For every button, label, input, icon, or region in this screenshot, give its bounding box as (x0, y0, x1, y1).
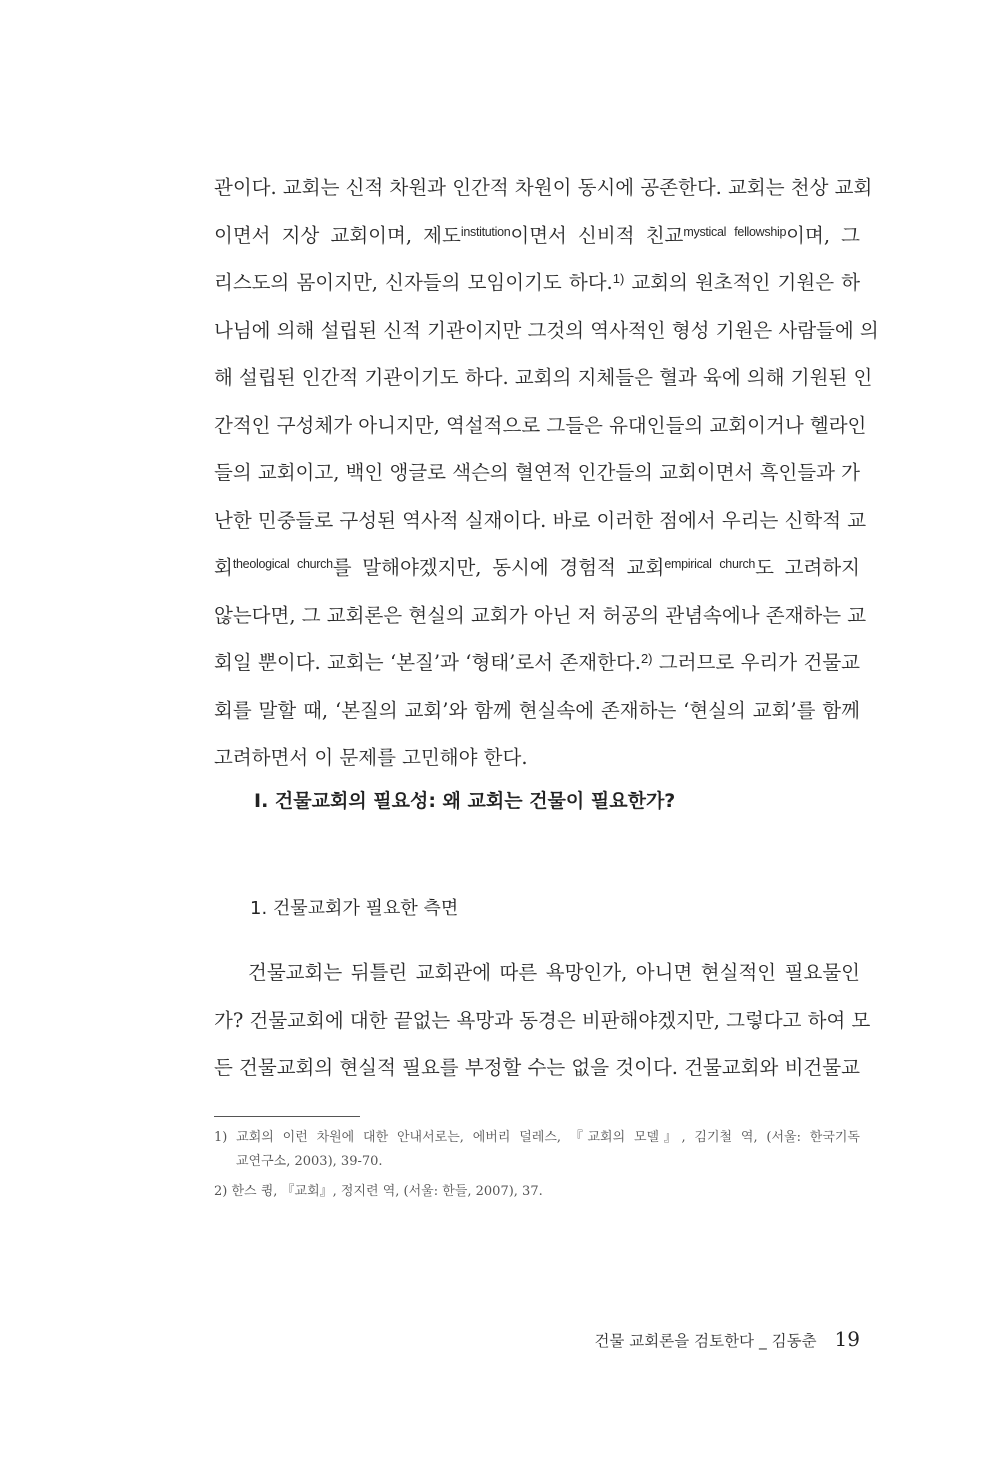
text-run: 회 (214, 556, 233, 579)
body-paragraph-bottom (214, 949, 871, 1092)
text-run: 고려하면서 이 문제를 고민해야 한다. (214, 746, 528, 769)
text-run: 건물교회는 뒤틀린 교회관에 따른 욕망인가, 아니면 현실적인 필요물인 (214, 961, 860, 984)
footnote-1-line-2: 교연구소, 2003), 39-70. (236, 1154, 383, 1169)
footnotes (214, 1126, 860, 1204)
body-top-line (214, 449, 860, 497)
footnote-2: 2) 한스 큉, 『교회』, 정지련 역, (서울: 한들, 2007), 37. (214, 1184, 543, 1199)
text-run: 이며, 그 (786, 223, 860, 247)
footnote-marker: 1) (612, 271, 625, 286)
body-paragraph-top (214, 164, 879, 782)
body-bottom-line (214, 949, 860, 997)
footnote-divider (214, 1116, 360, 1117)
text-run: 가? 건물교회에 대한 끝없는 욕망과 동경은 비판해야겠지만, 그렇다고 하여 모 (214, 1008, 871, 1032)
text-run: 회일 뿐이다. 교회는 ‘본질’과 ‘형태’로서 존재한다. (214, 651, 641, 674)
text-run: 관이다. 교회는 신적 차원과 인간적 차원이 동시에 공존한다. 교회는 천상 교회 (214, 176, 873, 199)
english-term-superscript: institution (460, 224, 511, 239)
running-title: 건물 교회론을 검토한다 _ 김동춘 (594, 1332, 817, 1350)
text-run: 를 말해야겠지만, 동시에 경험적 교회 (332, 556, 665, 579)
text-run: 리스도의 몸이지만, 신자들의 모임이기도 하다. (214, 271, 613, 294)
body-top-line (214, 164, 873, 212)
body-bottom-line (214, 1044, 860, 1092)
body-top-line (214, 639, 860, 687)
text-run: 들의 교회이고, 백인 앵글로 색슨의 혈연적 인간들의 교회이면서 흑인들과 가 (214, 461, 860, 484)
body-top-line (214, 402, 867, 450)
body-top-line (214, 259, 860, 307)
body-top-line (214, 354, 873, 402)
text-run: 이면서 지상 교회이며, 제도 (214, 223, 461, 247)
body-top-line (214, 212, 860, 260)
english-term-superscript: theological church (232, 557, 333, 571)
text-run: 난한 민중들로 구성된 역사적 실재이다. 바로 이러한 점에서 우리는 신학적 교 (214, 508, 867, 532)
body-top-line (214, 497, 867, 545)
body-top-line (214, 687, 860, 735)
english-term-superscript: empirical church (664, 557, 756, 571)
text-run: 해 설립된 인간적 기관이기도 하다. 교회의 지체들은 혈과 육에 의해 기원된 인 (214, 366, 873, 389)
text-run: 나님에 의해 설립된 신적 기관이지만 그것의 역사적인 형성 기원은 사람들에 의 (214, 318, 879, 342)
english-term-superscript: mystical fellowship (683, 224, 787, 239)
text-run: 든 건물교회의 현실적 필요를 부정할 수는 없을 것이다. 건물교회와 비건물교 (214, 1056, 860, 1079)
text-run: 그러므로 우리가 건물교 (652, 651, 860, 674)
text-run: 교회의 원초적인 기원은 하 (624, 271, 860, 294)
footnote-marker: 2) (640, 651, 653, 666)
section-heading: I. 건물교회의 필요성: 왜 교회는 건물이 필요한가? (254, 790, 676, 812)
footnote-1-line-1: 1) 교회의 이런 차원에 대한 안내서로는, 에버리 덜레스, 『교회의 모델』, 김기철 역, (서울: 한국기독 (214, 1130, 860, 1145)
sub-heading: 1. 건물교회가 필요한 측면 (250, 898, 459, 919)
page-number: 19 (834, 1327, 860, 1351)
body-bottom-line (214, 997, 871, 1045)
body-top-line (214, 592, 867, 640)
text-run: 도 고려하지 (755, 556, 860, 579)
body-top-line (214, 307, 879, 355)
text-run: 않는다면, 그 교회론은 현실의 교회가 아닌 저 허공의 관념속에나 존재하는 교 (214, 603, 867, 627)
text-run: 이면서 신비적 친교 (510, 223, 684, 247)
body-top-line (214, 544, 860, 592)
body-top-line (214, 734, 860, 782)
text-run: 회를 말할 때, ‘본질의 교회’와 함께 현실속에 존재하는 ‘현실의 교회’를 함께 (214, 698, 860, 722)
text-run: 간적인 구성체가 아니지만, 역설적으로 그들은 유대인들의 교회이거나 헬라인 (214, 413, 867, 437)
running-footer (594, 1327, 860, 1351)
